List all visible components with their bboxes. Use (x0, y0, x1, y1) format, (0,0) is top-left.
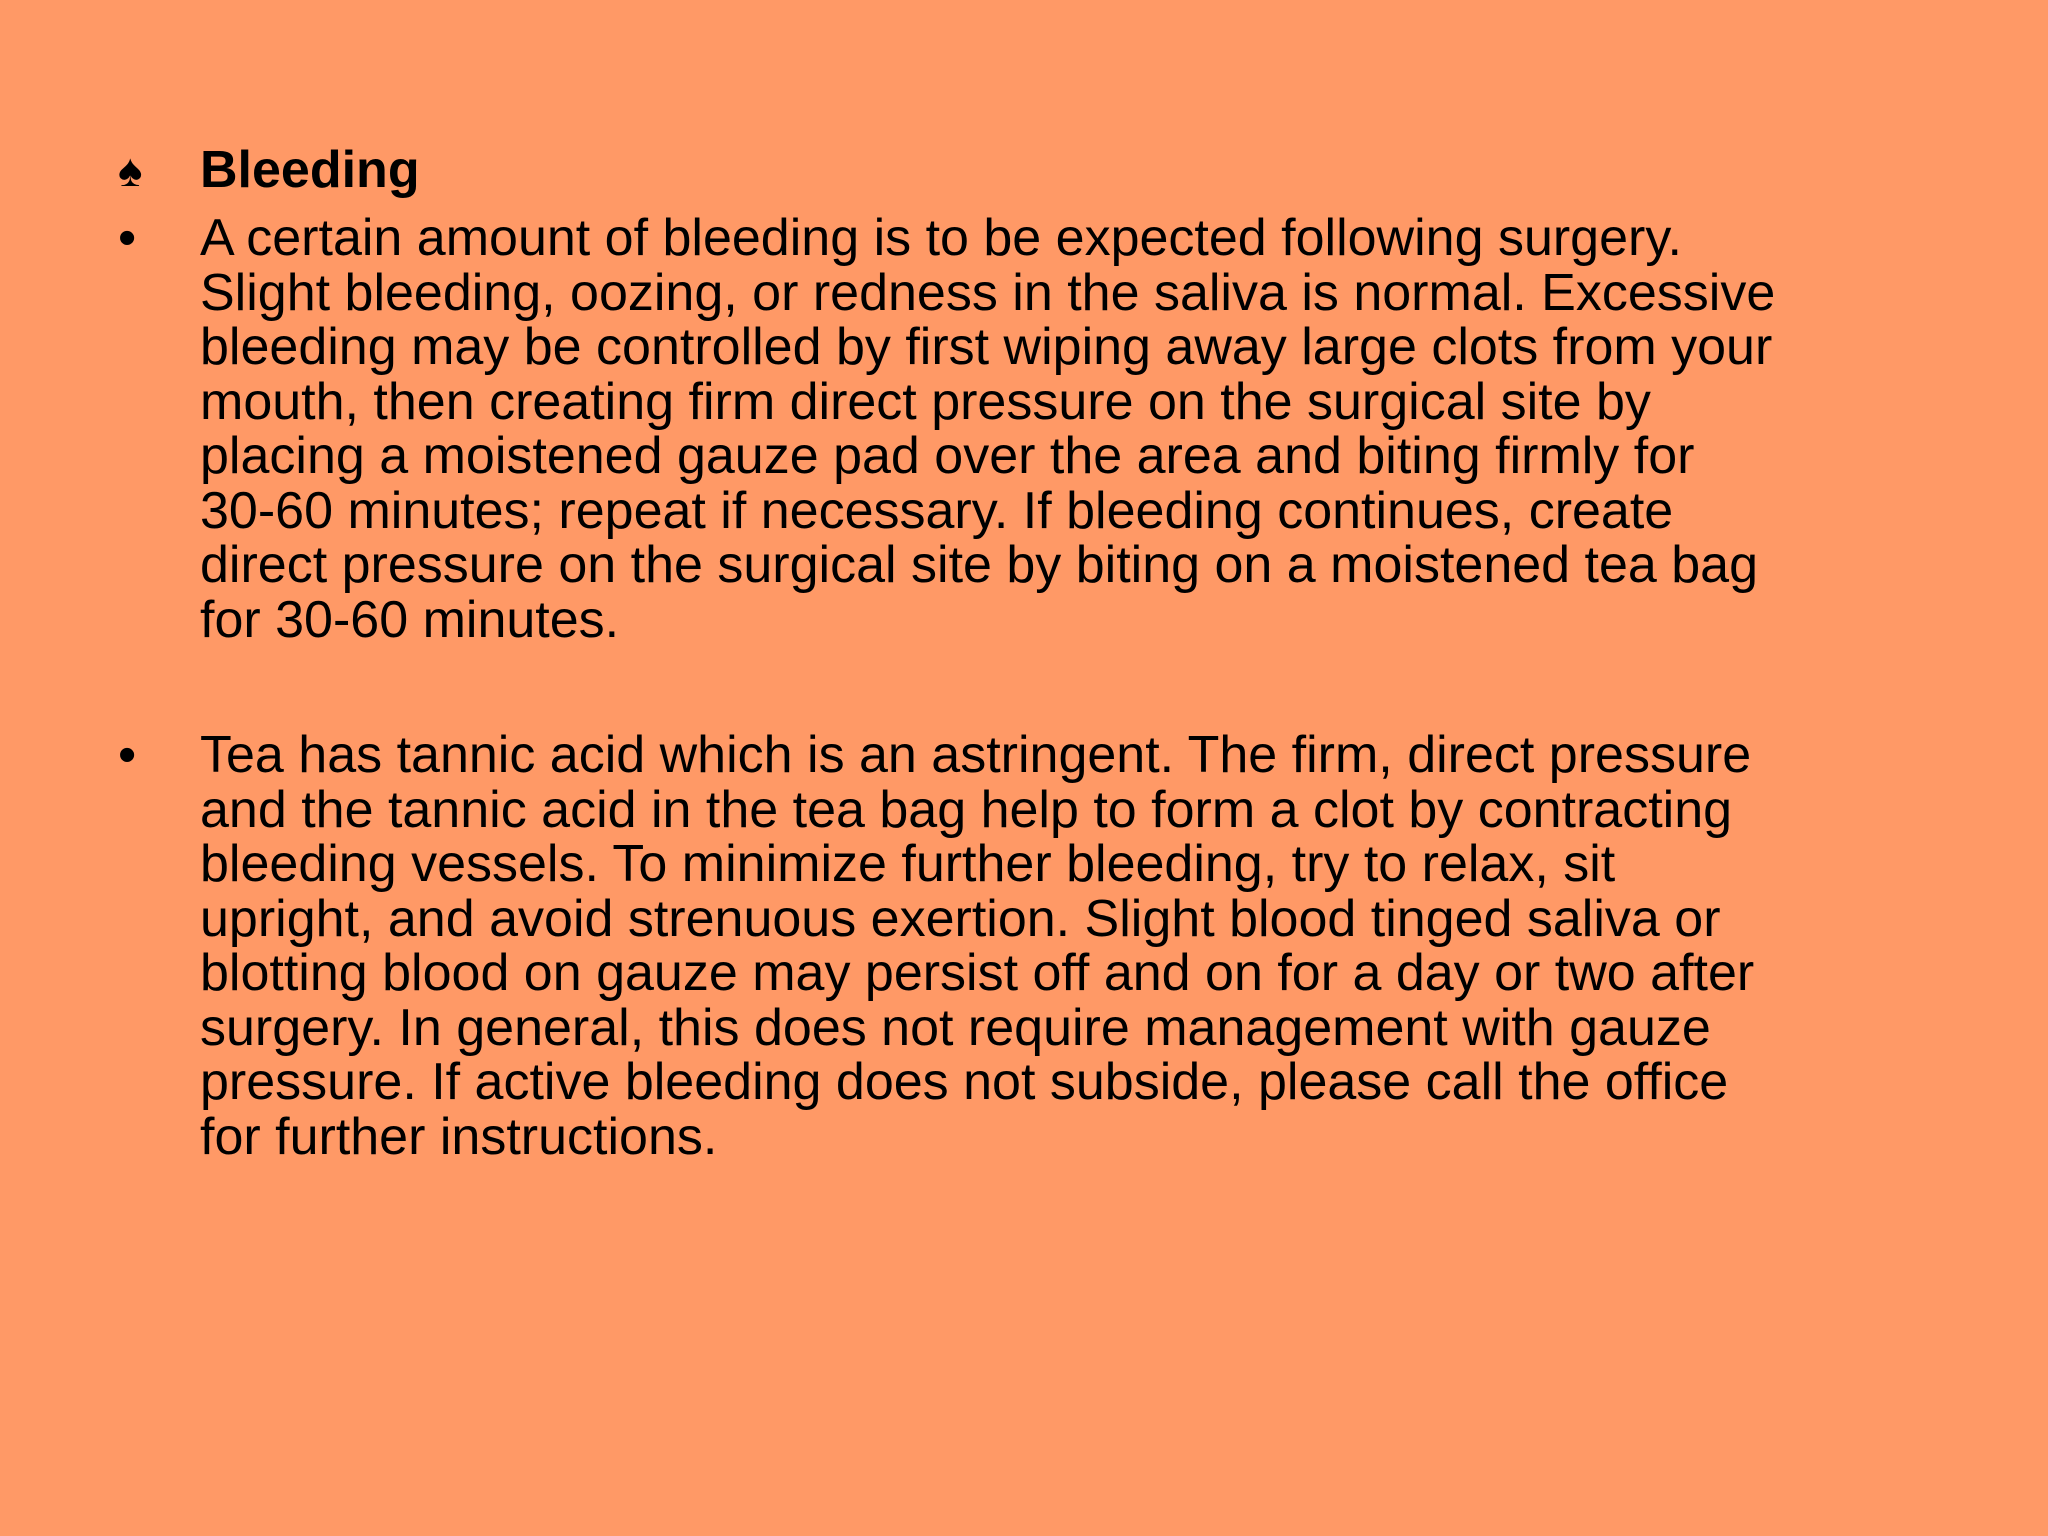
paragraph-line: for further instructions. (200, 1107, 718, 1166)
paragraph-line: placing a moistened gauze pad over the area and biting firmly for (200, 427, 1695, 485)
bullet-icon: • (118, 209, 137, 267)
paragraph-line: 30-60 minutes; repeat if necessary. If bleeding continues, create (200, 481, 1674, 540)
slide-heading: Bleeding (200, 141, 420, 199)
spade-icon: ♠ (118, 144, 143, 196)
paragraph-line: and the tannic acid in the tea bag help to form a clot by contracting (200, 780, 1733, 839)
paragraph-line: blotting blood on gauze may persist off and on for a day or two after (200, 944, 1755, 1002)
paragraph-text (200, 728, 1940, 1164)
bullet-paragraph-1 (118, 211, 1978, 647)
paragraph-text (200, 211, 1940, 647)
bullet-paragraph-2 (118, 728, 1978, 1164)
paragraph-line: A certain amount of bleeding is to be expected following surgery. (200, 209, 1682, 267)
heading-item (118, 140, 1978, 200)
paragraph-line: Tea has tannic acid which is an astringent. The firm, direct pressure (200, 726, 1752, 784)
paragraph-line: upright, and avoid strenuous exertion. Slight blood tinged saliva or (200, 889, 1721, 948)
paragraph-line: mouth, then creating firm direct pressure on the surgical site by (200, 372, 1651, 431)
paragraph-line: surgery. In general, this does not require management with gauze (200, 998, 1711, 1057)
paragraph-line: Slight bleeding, oozing, or redness in the saliva is normal. Excessive (200, 263, 1776, 322)
paragraph-line: direct pressure on the surgical site by biting on a moistened tea bag (200, 536, 1759, 594)
bullet-icon: • (118, 726, 137, 784)
paragraph-line: for 30-60 minutes. (200, 590, 620, 649)
paragraph-line: bleeding may be controlled by first wiping away large clots from your (200, 318, 1773, 376)
paragraph-line: bleeding vessels. To minimize further bleeding, try to relax, sit (200, 835, 1616, 893)
paragraph-line: pressure. If active bleeding does not subside, please call the office (200, 1053, 1729, 1111)
